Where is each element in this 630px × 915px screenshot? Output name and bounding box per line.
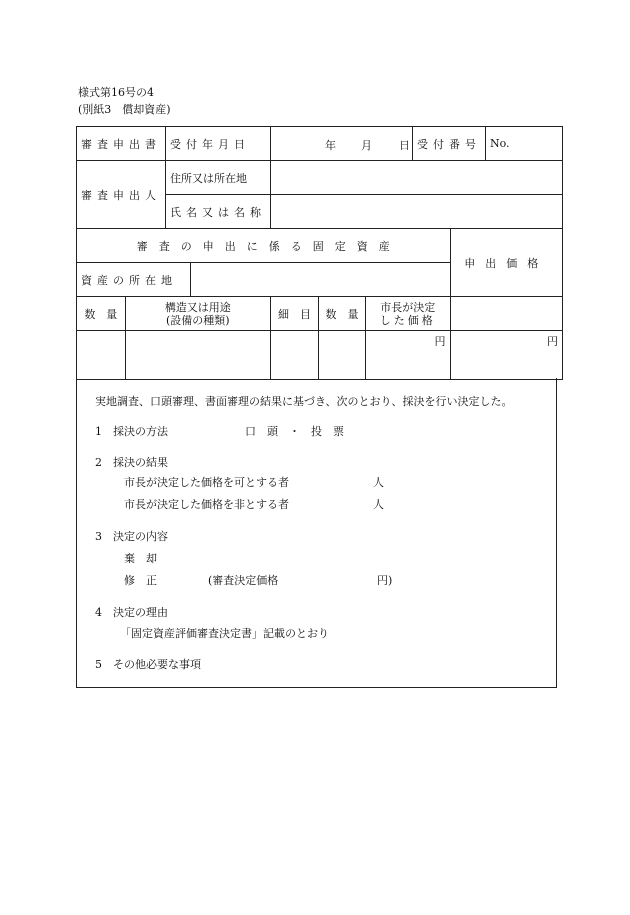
amend-option[interactable]: 修 正 [124, 574, 157, 587]
quantity-label-2: 数 量 [319, 297, 366, 331]
receipt-number-field[interactable] [486, 127, 563, 161]
declared-price-label: 申出価格 [450, 229, 563, 297]
decision-box [76, 378, 557, 688]
name-field[interactable] [271, 195, 563, 229]
quantity-field[interactable] [77, 331, 126, 380]
reject-count-label: 市長が決定した価格を非とする者 [124, 498, 289, 511]
form-subtitle: (別紙3 償却資産) [78, 103, 171, 116]
decision-item4-label: 4 決定の理由 [95, 606, 168, 619]
declared-price-yen-unit: 円 [547, 335, 558, 348]
reject-count-unit: 人 [373, 498, 384, 511]
structure-field[interactable] [125, 331, 270, 380]
decision-item3-label: 3 決定の内容 [95, 530, 168, 543]
approve-count-unit: 人 [373, 476, 384, 489]
application-table [76, 126, 563, 380]
structure-label [125, 297, 270, 331]
structure-label-line2: (設備の種類) [166, 313, 230, 327]
declared-price-header-continuation [450, 297, 563, 331]
decision-item5-label: 5 その他必要な事項 [95, 658, 201, 671]
receipt-number-prefix: No. [490, 137, 510, 150]
date-day-label: 日 [399, 139, 410, 152]
decision-item1-label: 1 採決の方法 [95, 425, 168, 438]
mayor-price-label-line1: 市長が決定 [380, 300, 436, 314]
declared-price-field[interactable] [450, 331, 563, 380]
review-request-doc-label: 審査申出書 [77, 127, 166, 161]
applicant-label: 審査申出人 [77, 161, 166, 229]
asset-section-title: 審 査 の 申 出 に 係 る 固 定 資 産 [77, 229, 451, 263]
approve-count-label: 市長が決定した価格を可とする者 [124, 476, 289, 489]
receipt-date-label: 受付年月日 [166, 127, 271, 161]
name-label: 氏名又は名称 [166, 195, 271, 229]
voting-method-options[interactable]: 口 頭 ・ 投 票 [245, 425, 344, 438]
asset-location-label: 資産の所在地 [77, 263, 191, 297]
review-price-unit: 円) [377, 574, 393, 587]
address-field[interactable] [271, 161, 563, 195]
receipt-date-field[interactable] [271, 127, 413, 161]
mayor-price-label-line2: した価格 [379, 313, 436, 327]
receipt-number-label: 受付番号 [413, 127, 486, 161]
mayor-price-yen-unit: 円 [434, 335, 446, 348]
detail-field[interactable] [271, 331, 319, 380]
review-price-label: (審査決定価格 [208, 574, 279, 587]
mayor-price-field[interactable] [366, 331, 451, 380]
address-label: 住所又は所在地 [166, 161, 271, 195]
decision-item2-label: 2 採決の結果 [95, 456, 168, 469]
decision-reason-text: 「固定資産評価審査決定書」記載のとおり [120, 627, 329, 640]
dismiss-option[interactable]: 棄 却 [124, 552, 157, 565]
asset-location-field[interactable] [190, 263, 450, 297]
detail-label: 細 目 [271, 297, 319, 331]
date-month-label: 月 [361, 139, 372, 152]
structure-label-line1: 構造又は用途 [164, 300, 231, 314]
decision-intro: 実地調査、口頭審理、書面審理の結果に基づき、次のとおり、採決を行い決定した。 [95, 395, 513, 408]
date-year-label: 年 [325, 139, 336, 152]
mayor-price-label [366, 297, 451, 331]
quantity-label: 数 量 [77, 297, 126, 331]
form-number: 様式第16号の4 [78, 86, 154, 99]
quantity-field-2[interactable] [319, 331, 366, 380]
